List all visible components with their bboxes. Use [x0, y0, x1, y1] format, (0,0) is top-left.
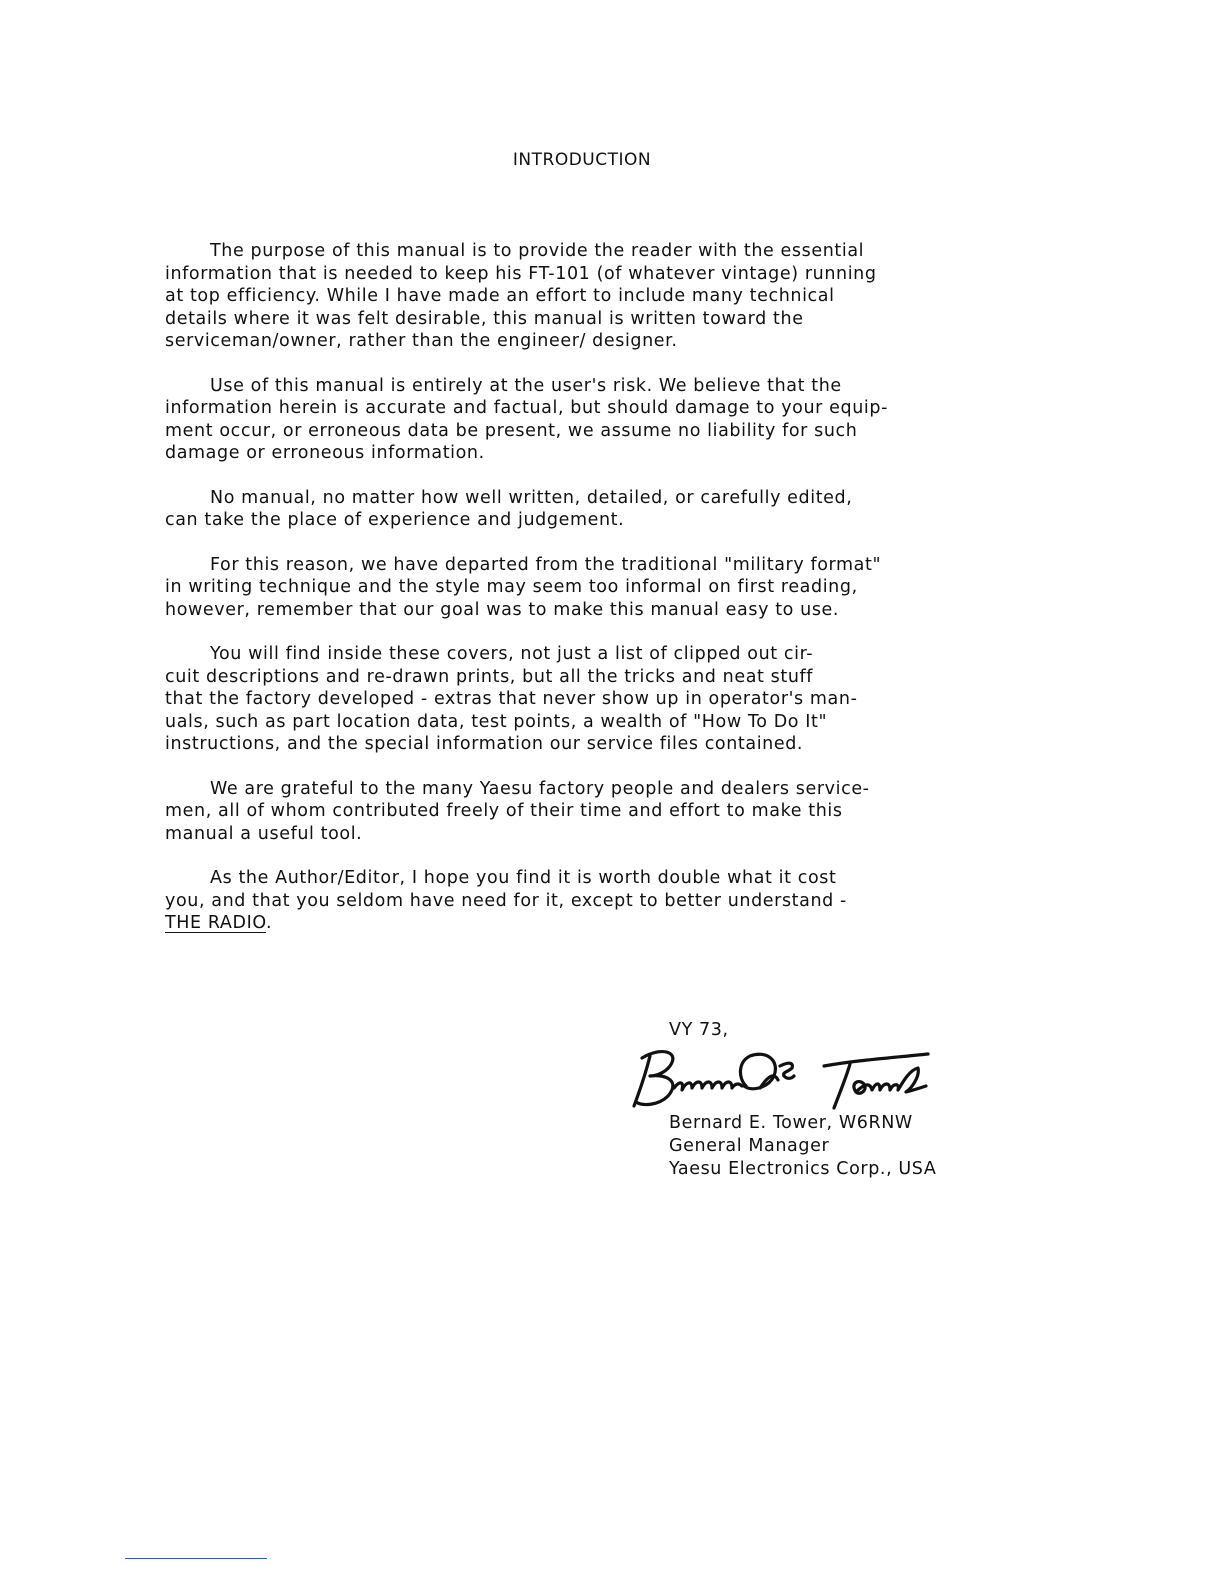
paragraph-line: men, all of whom contributed freely of their time and effort to make this	[165, 801, 843, 821]
paragraph-line: We are grateful to the many Yaesu factory people and dealers service-	[210, 778, 870, 799]
paragraph-line: at top efficiency. While I have made an effort to include many technical	[165, 286, 835, 306]
paragraph-line: information herein is accurate and factual, but should damage to your equip-	[165, 398, 888, 418]
body-text	[165, 240, 1025, 957]
paragraph-line: serviceman/owner, rather than the engineer/ designer.	[165, 331, 678, 351]
paragraph-line: The purpose of this manual is to provide the reader with the essential	[210, 241, 865, 261]
signer-title: General Manager	[669, 1136, 830, 1156]
paragraph-final-line	[165, 912, 1025, 935]
footer-rule	[125, 1558, 267, 1559]
paragraph-line: As the Author/Editor, I hope you find it is worth double what it cost	[210, 868, 837, 888]
paragraph-line: manual a useful tool.	[165, 823, 363, 844]
paragraph-line: in writing technique and the style may seem too informal on first reading,	[165, 577, 858, 597]
paragraph-contents	[165, 643, 1025, 756]
paragraph-line: damage or erroneous information.	[165, 443, 485, 463]
signer-name: Bernard E. Tower, W6RNW	[669, 1113, 913, 1133]
page-title: INTRODUCTION	[512, 150, 652, 170]
paragraph-thanks	[165, 778, 1025, 846]
handwritten-signature	[628, 1042, 948, 1114]
paragraph-experience	[165, 487, 1025, 532]
closing-salutation: VY 73,	[669, 1020, 729, 1040]
paragraph-format	[165, 554, 1025, 622]
paragraph-line: you, and that you seldom have need for it, except to better understand -	[165, 890, 847, 911]
final-punctuation: .	[266, 913, 273, 933]
paragraph-line: uals, such as part location data, test points, a wealth of "How To Do It"	[165, 711, 828, 732]
paragraph-liability	[165, 375, 1025, 465]
paragraph-line: For this reason, we have departed from the traditional "military format"	[210, 554, 882, 575]
paragraph-line: that the factory developed - extras that never show up in operator's man-	[165, 689, 858, 709]
paragraph-line: ment occur, or erroneous data be present, we assume no liability for such	[165, 420, 858, 441]
paragraph-line: details where it was felt desirable, this manual is written toward the	[165, 308, 804, 329]
paragraph-line: can take the place of experience and judgement.	[165, 510, 625, 530]
paragraph-line: information that is needed to keep his FT-101 (of whatever vintage) running	[165, 263, 877, 284]
paragraph-line: You will find inside these covers, not just a list of clipped out cir-	[210, 644, 814, 664]
paragraph-line: however, remember that our goal was to make this manual easy to use.	[165, 599, 840, 620]
paragraph-line: instructions, and the special information our service files contained.	[165, 734, 804, 754]
paragraph-line: cuit descriptions and re-drawn prints, but all the tricks and neat stuff	[165, 666, 814, 687]
underlined-phrase: THE RADIO	[165, 913, 266, 933]
paragraph-purpose	[165, 240, 1025, 353]
paragraph-line: No manual, no matter how well written, detailed, or carefully edited,	[210, 487, 853, 508]
paragraph-closing-note	[165, 867, 1025, 935]
paragraph-line: Use of this manual is entirely at the user's risk. We believe that the	[210, 375, 842, 396]
signer-block	[669, 1112, 936, 1181]
signer-company: Yaesu Electronics Corp., USA	[669, 1159, 937, 1179]
